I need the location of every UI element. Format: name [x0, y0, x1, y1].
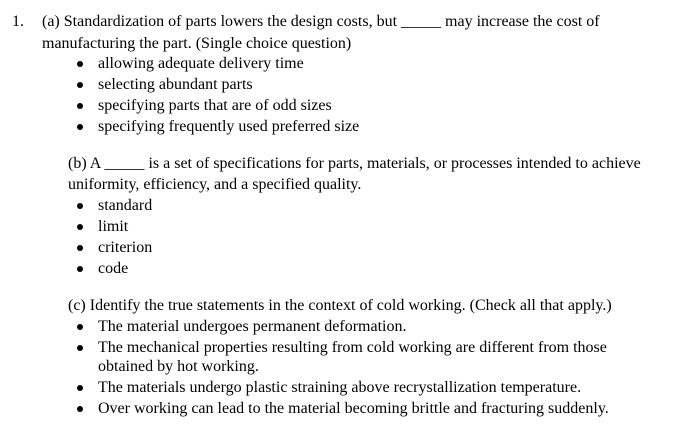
part-c-stem: (c) Identify the true statements in the context of cold working. (Check all that apply.) — [68, 297, 612, 314]
bullet-icon — [77, 245, 83, 251]
part-b-option-1[interactable]: standard — [98, 197, 153, 214]
bullet-icon — [77, 224, 83, 230]
part-c-option-4[interactable]: Over working can lead to the material becoming brittle and fracturing suddenly. — [98, 400, 609, 417]
part-c-option-2-line1[interactable]: The mechanical properties resulting from cold working are different from those — [98, 339, 607, 356]
part-b-stem-line2: uniformity, efficiency, and a specified quality. — [68, 176, 362, 193]
bullet-icon — [77, 385, 83, 391]
part-a-option-2[interactable]: selecting abundant parts — [98, 76, 253, 93]
question-number: 1. — [12, 13, 24, 30]
bullet-icon — [77, 266, 83, 272]
part-b-stem-line1: (b) A _____ is a set of specifications for parts, materials, or processes intended to achieve — [68, 155, 641, 172]
part-a-option-3[interactable]: specifying parts that are of odd sizes — [98, 97, 332, 114]
part-a-stem-line1: (a) Standardization of parts lowers the design costs, but _____ may increase the cost of — [42, 13, 600, 30]
part-c-option-2-line2[interactable]: obtained by hot working. — [98, 358, 259, 375]
bullet-icon — [77, 82, 83, 88]
part-b-option-3[interactable]: criterion — [98, 239, 153, 256]
part-a-stem-line2: manufacturing the part. (Single choice question) — [42, 35, 352, 52]
bullet-icon — [77, 124, 83, 130]
bullet-icon — [77, 103, 83, 109]
part-c-option-1[interactable]: The material undergoes permanent deformation. — [98, 318, 407, 335]
part-b-option-4[interactable]: code — [98, 260, 129, 277]
bullet-icon — [77, 406, 83, 412]
bullet-icon — [77, 61, 83, 67]
part-c-option-3[interactable]: The materials undergo plastic straining above recrystallization temperature. — [98, 379, 582, 396]
bullet-icon — [77, 203, 83, 209]
bullet-icon — [77, 345, 83, 351]
bullet-icon — [77, 324, 83, 330]
part-a-option-1[interactable]: allowing adequate delivery time — [98, 55, 304, 72]
part-b-option-2[interactable]: limit — [98, 218, 129, 235]
part-a-option-4[interactable]: specifying frequently used preferred size — [98, 118, 360, 135]
